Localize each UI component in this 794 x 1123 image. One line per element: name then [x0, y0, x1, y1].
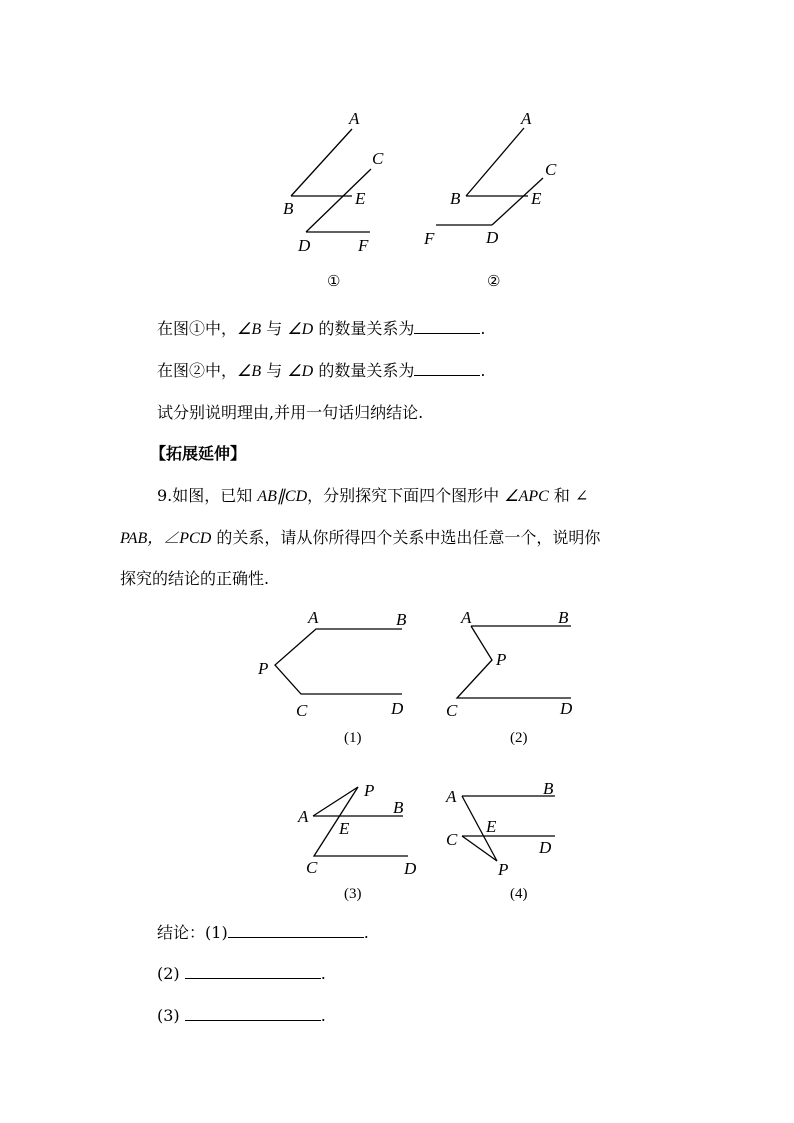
label-a: A [308, 608, 319, 627]
label-f: F [358, 236, 369, 255]
angle-d: ∠D [287, 363, 314, 380]
conclusion-label: 结论： [157, 923, 206, 942]
item-number: (2) [157, 964, 180, 983]
line-ab [291, 129, 352, 196]
label-p: P [496, 650, 507, 669]
label-a: A [349, 109, 360, 128]
answer-blank-2[interactable] [414, 359, 480, 376]
label-d: D [298, 236, 311, 255]
angle-b: ∠B [237, 321, 262, 338]
q8-line1-mid: 与 [261, 319, 288, 338]
label-c: C [545, 160, 557, 179]
section-heading: 【拓展延伸】 [150, 444, 247, 463]
label-d: D [486, 228, 499, 247]
label-d: D [539, 838, 552, 857]
figure-1 [283, 109, 384, 290]
label-d: D [404, 859, 417, 878]
q9-text3: 和 ∠ [548, 486, 589, 505]
conclusion-blank-3[interactable] [185, 1004, 321, 1021]
label-a: A [298, 807, 309, 826]
angle-pab-pcd: PAB，∠PCD [120, 530, 212, 547]
period: . [480, 361, 486, 380]
conclusion-blank-2[interactable] [185, 962, 321, 979]
caption-1: ① [327, 274, 341, 290]
q9-text2: ，分别探究下面四个图形中 [307, 486, 505, 505]
q8-line2-post: 的数量关系为 [313, 361, 415, 380]
label-c: C [372, 149, 384, 168]
caption-1: (1) [344, 730, 362, 746]
figure-q9-3 [297, 781, 417, 902]
label-c: C [296, 701, 308, 720]
caption-4: (4) [510, 886, 528, 902]
q8-line-3: 试分别说明理由,并用一句话归纳结论. [157, 403, 424, 422]
label-a: A [521, 109, 532, 128]
label-e: E [531, 189, 542, 208]
label-b: B [396, 610, 407, 629]
q8-line1-pre: 在图①中， [157, 319, 238, 338]
figure-q9-4 [445, 779, 555, 902]
figure-2 [423, 109, 557, 290]
caption-2: (2) [510, 730, 528, 746]
label-e: E [486, 817, 497, 836]
label-a: A [461, 608, 472, 627]
question-number: 9. [157, 486, 173, 505]
label-c: C [306, 858, 318, 877]
angle-b: ∠B [237, 363, 262, 380]
label-p: P [364, 781, 375, 800]
q9-line-2 [120, 525, 600, 548]
label-b: B [393, 798, 404, 817]
figure-set-1 [0, 100, 794, 300]
answer-blank-1[interactable] [414, 317, 480, 334]
conclusion-blank-1[interactable] [228, 921, 364, 938]
ab-parallel-cd: AB∥CD [257, 488, 308, 505]
q8-line-2 [157, 358, 485, 381]
figure-q9-2 [446, 608, 573, 746]
line-ab [466, 128, 524, 196]
label-b: B [450, 189, 461, 208]
period: . [363, 923, 369, 942]
label-e: E [339, 819, 350, 838]
q9-line-3: 探究的结论的正确性. [120, 569, 270, 588]
figure-set-2-bottom [0, 775, 794, 905]
label-c: C [446, 701, 458, 720]
label-c: C [446, 830, 458, 849]
path-apcd [457, 626, 571, 698]
caption-2: ② [487, 274, 501, 290]
q9-text4: 的关系，请从你所得四个关系中选出任意一个，说明你 [211, 528, 601, 547]
label-p: P [258, 659, 269, 678]
label-b: B [283, 199, 294, 218]
conclusion-3 [157, 1004, 326, 1025]
label-p: P [498, 860, 509, 879]
q9-text1: 如图，已知 [172, 486, 258, 505]
period: . [320, 964, 326, 983]
caption-3: (3) [344, 886, 362, 902]
path-abpcd [275, 629, 402, 694]
period: . [320, 1006, 326, 1025]
item-number: (3) [157, 1006, 180, 1025]
q8-line2-pre: 在图②中， [157, 361, 238, 380]
q9-line-1 [157, 483, 588, 506]
label-f: F [424, 229, 435, 248]
label-a: A [446, 787, 457, 806]
figure-q9-1 [257, 608, 407, 746]
figure-set-2-top [0, 600, 794, 760]
q8-line2-mid: 与 [261, 361, 288, 380]
q8-line1-post: 的数量关系为 [313, 319, 415, 338]
label-b: B [543, 779, 554, 798]
period: . [480, 319, 486, 338]
conclusion-2 [157, 962, 326, 983]
q8-line-1 [157, 316, 485, 339]
item-number: (1) [205, 923, 228, 942]
label-d: D [391, 699, 404, 718]
label-b: B [558, 608, 569, 627]
label-e: E [355, 189, 366, 208]
angle-apc: ∠APC [504, 488, 549, 505]
conclusion-1 [157, 920, 369, 943]
angle-d: ∠D [287, 321, 314, 338]
label-d: D [560, 699, 573, 718]
